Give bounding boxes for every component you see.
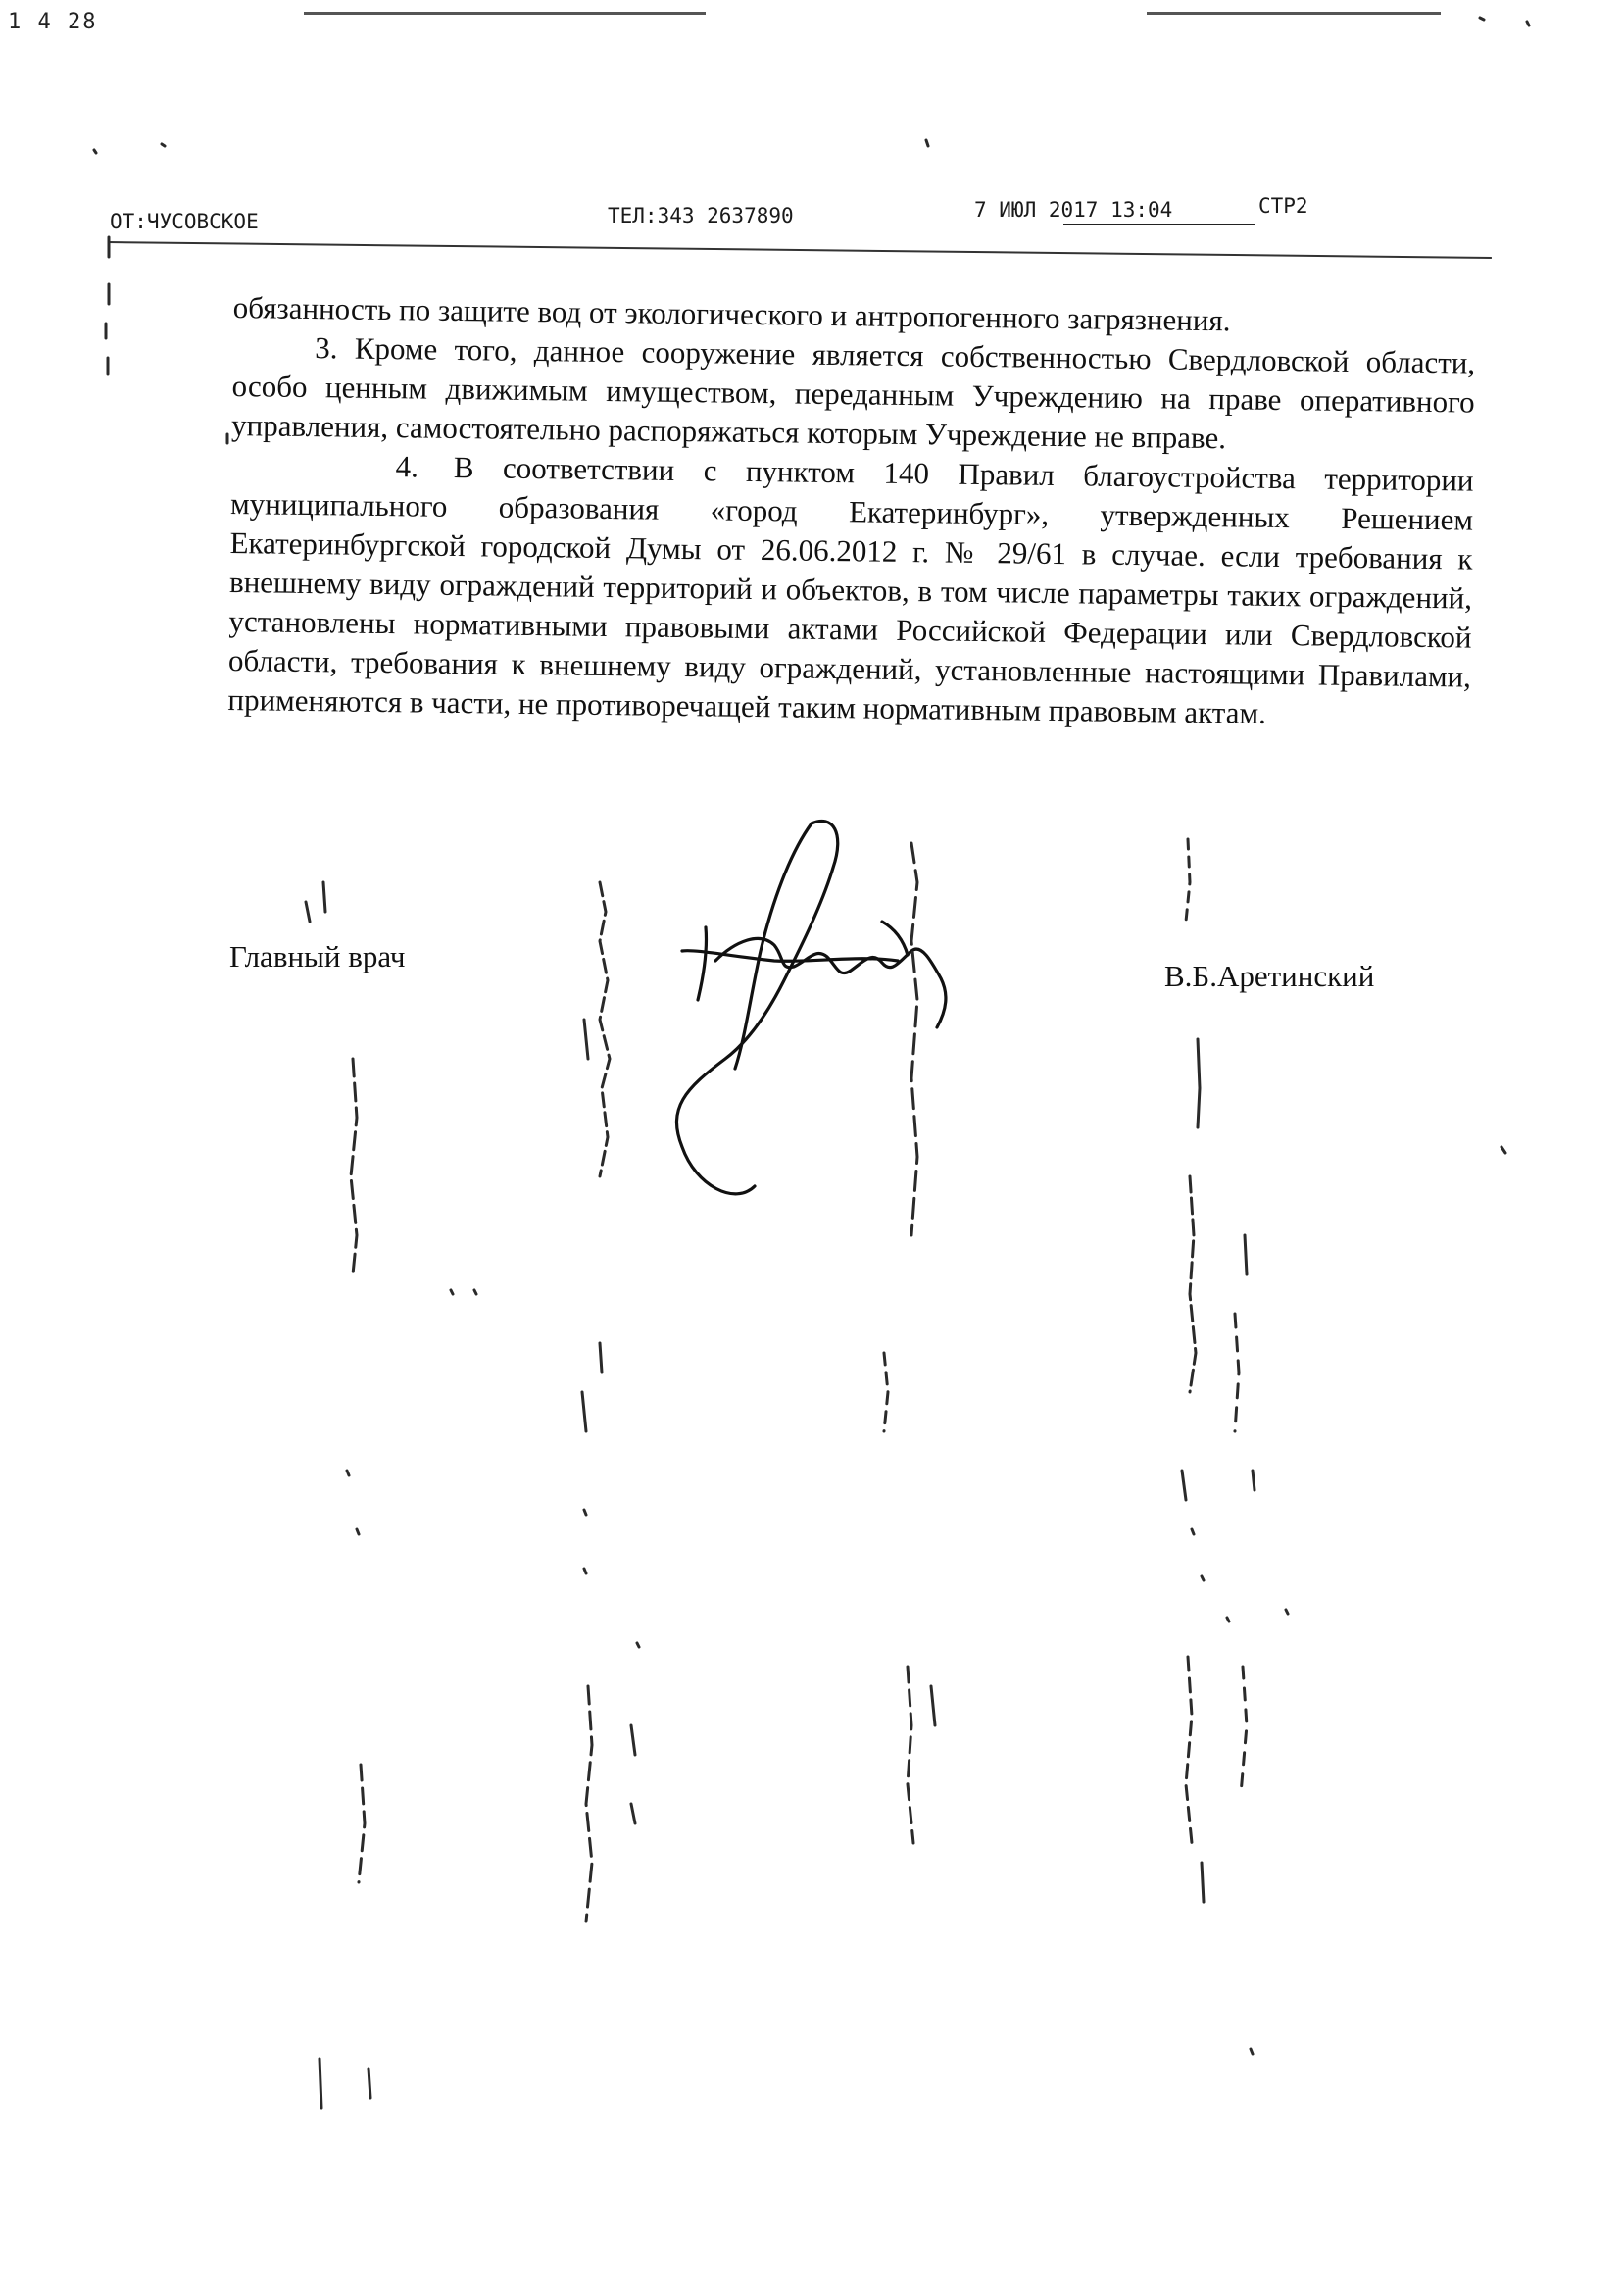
signer-name: В.Б.Аретинский <box>1164 959 1375 993</box>
paragraph-item-4-text: В соответствии с пунктом 140 Правил благоустройства территории муниципального образования «город Екатеринбург», утвержденных Решением Екатеринбургской городской Думы от 26.06.2012 г. № 29/61 в случае. если требования к внешнему виду ограждений территорий и объектов, в том числе параметры таких ограждений, установлены нормативными правовыми актами Российской Федерации или Свердловской области, требования к внешнему виду ограждений, установленные настоящими Правилами, применяются в части, не противоречащей таким нормативным правовым актам. <box>227 449 1474 730</box>
paragraph-item-3: 3. Кроме того, данное сооружение является собственностью Свердловской области, особо ценным движимым имуществом, переданным Учреждению на праве оперативного управления, самостоятельно распоряжаться которым Учреждение не вправе. <box>230 330 1476 456</box>
fax-header <box>0 194 1624 233</box>
fax-phone: ТЕЛ:343 2637890 <box>608 204 794 227</box>
fax-sender: ОТ:ЧУСОВСКОЕ <box>110 210 259 233</box>
fax-date: 7 ИЮЛ 2017 13:04 <box>974 198 1173 222</box>
scan-top-edge <box>1147 12 1441 15</box>
signer-title: Главный врач <box>229 939 406 973</box>
item-number: 4. <box>395 449 419 484</box>
fax-header-rule <box>108 241 1492 259</box>
handwritten-signature <box>588 814 1000 1225</box>
scan-corner-mark: 1 4 28 <box>8 10 98 34</box>
fax-date-underline <box>1063 224 1255 225</box>
scan-top-edge <box>304 12 706 15</box>
paragraph-item-4 <box>227 445 1474 736</box>
letter-body <box>227 288 1476 736</box>
fax-page-number: СТР2 <box>1258 194 1308 218</box>
paragraph-continuation: обязанность по защите вод от экологического и антропогенного загрязнения. <box>232 289 1231 338</box>
